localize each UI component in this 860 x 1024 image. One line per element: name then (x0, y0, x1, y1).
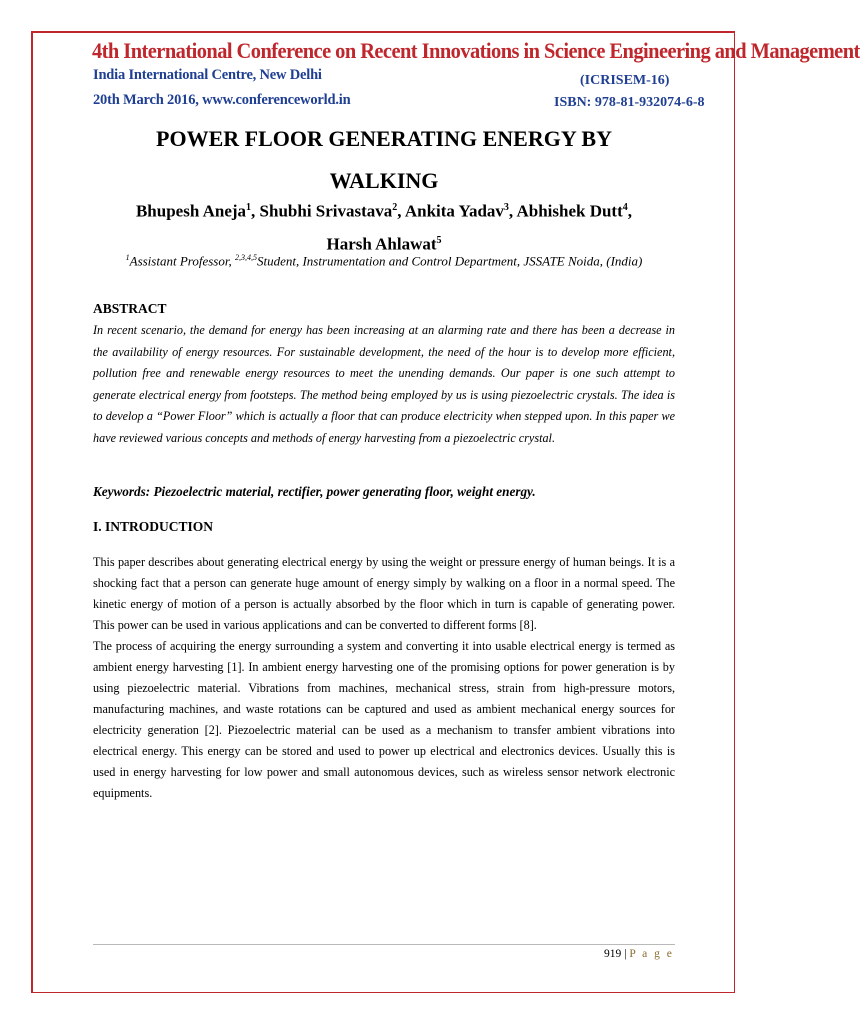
paragraph: This paper describes about generating electrical energy by using the weight or pressure energy of human beings. It is a shocking fact that a person can generate huge amount of energy simply by walking on a floor in a normal speed. The kinetic energy of motion of a person is actually absorbed by the floor which in turn is capable of generating power. This power can be used in various applications and can be converted to different forms [8]. (93, 555, 675, 632)
introduction-body (93, 552, 675, 804)
conference-isbn: ISBN: 978-81-932074-6-8 (554, 95, 705, 110)
introduction-heading: I. INTRODUCTION (93, 519, 214, 534)
affiliation-text: Student, Instrumentation and Control Department, JSSATE Noida, (India) (256, 253, 643, 269)
author-name: Bhupesh Aneja (135, 201, 247, 221)
conference-code: (ICRISEM-16) (580, 73, 670, 88)
conference-venue: India International Centre, New Delhi (93, 67, 322, 83)
author-name: Abhishek Dutt (516, 201, 623, 221)
author-name: Shubhi Srivastava (259, 201, 393, 221)
author-superscript: 5 (436, 234, 442, 246)
affiliation-superscript: 2,3,4,5 (234, 253, 257, 262)
abstract-text: In recent scenario, the demand for energy has been increasing at an alarming rate and there has been a decrease in the availability of energy resources. For sustainable development, the need of the hour is to develop more efficient, pollution free and renewable energy resources to meet the unending demands. Our paper is one such attempt to generate electrical energy from footsteps. The method being employed by us is using piezoelectric crystals. The idea is to develop a “Power Floor” which is actually a floor that can produce electricity when stepped upon. In this paper we have reviewed various concepts and methods of energy harvesting from a piezoelectric crystal. (93, 323, 675, 445)
author-superscript: 1 (246, 202, 252, 213)
author-affiliation (60, 253, 708, 269)
abstract-heading: ABSTRACT (93, 301, 167, 316)
keywords-line (93, 484, 536, 500)
conference-date-website: 20th March 2016, www.conferenceworld.in (93, 92, 351, 108)
footer-divider (93, 944, 675, 945)
page-number (604, 948, 674, 960)
paper-title: POWER FLOOR GENERATING ENERGY BY WALKING (156, 126, 612, 193)
author-superscript: 3 (503, 202, 509, 213)
affiliation-text: Assistant Professor, (129, 253, 235, 269)
affiliation-superscript: 1 (125, 253, 130, 262)
conference-title: 4th International Conference on Recent Innovations in Science Engineering and Management (92, 38, 860, 63)
keywords-label: Keywords (93, 484, 146, 499)
author-name: Harsh Ahlawat (326, 234, 437, 254)
paragraph: The process of acquiring the energy surrounding a system and converting it into usable electrical energy is termed as ambient energy harvesting [1]. In ambient energy harvesting one of the promising options for power generation is by using piezoelectric material. Vibrations from machines, mechanical stress, strain from high-pressure motors, manufacturing machines, and waste rotations can be captured and used as ambient mechanical energy sources for electricity generation [2]. Piezoelectric material can be used as a mechanism to transfer ambient vibrations into electrical energy. This energy can be stored and used to power up electrical and electronics devices. Usually this is used in energy harvesting for low power and small autonomous devices, such as wireless sensor network electronic equipments. (93, 639, 675, 800)
author-list: Bhupesh Aneja$^1$, Shubhi Srivastava$^2$, Ankita Yadav$^3$, Abhishek Dutt$^4$, Harsh Ahlawat$^5$ (135, 201, 633, 254)
author-superscript: 2 (392, 202, 398, 213)
page-number-value: 919 (604, 948, 622, 960)
page-label: P a g e (629, 948, 674, 960)
keywords-separator: : (145, 484, 154, 499)
author-name: Ankita Yadav (404, 201, 504, 221)
page-number-separator: | (621, 948, 630, 960)
author-superscript: 4 (622, 202, 628, 213)
keywords-text: Piezoelectric material, rectifier, power generating floor, weight energy. (153, 484, 536, 499)
